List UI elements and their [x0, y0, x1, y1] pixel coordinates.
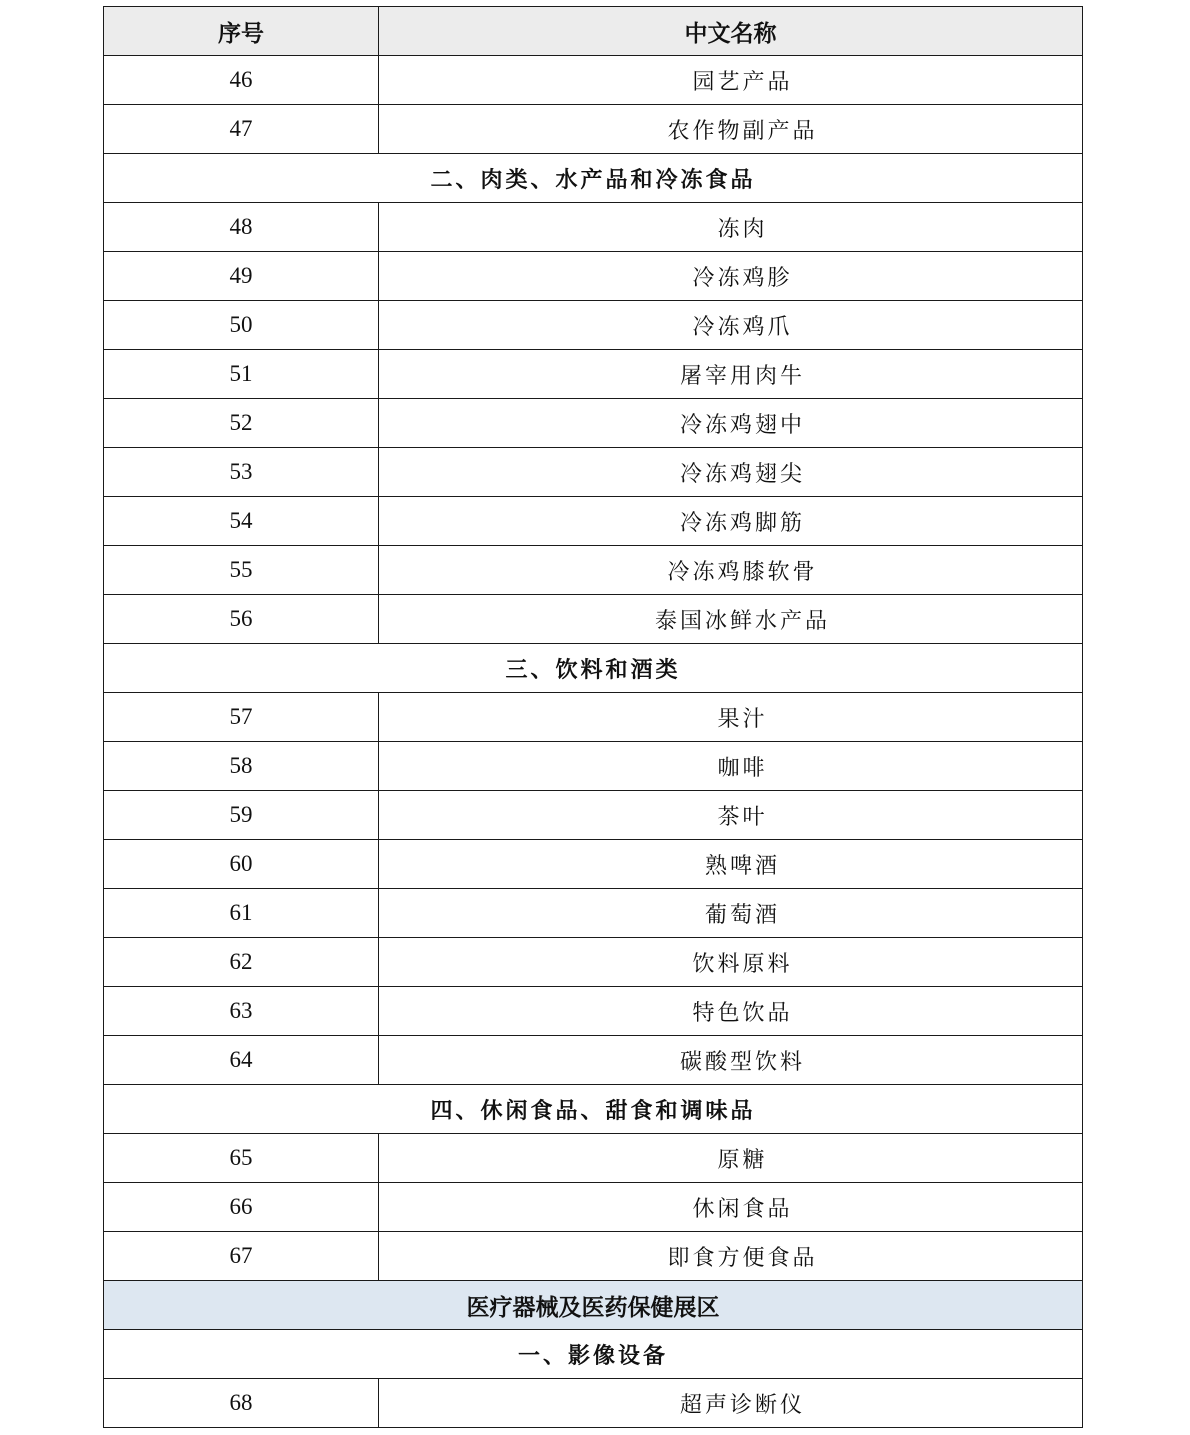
chinese-name-cell: 葡萄酒 — [379, 889, 1083, 938]
chinese-name-cell: 冷冻鸡脚筋 — [379, 497, 1083, 546]
serial-number-cell: 46 — [104, 56, 379, 105]
chinese-name-cell: 泰国冰鲜水产品 — [379, 595, 1083, 644]
serial-number-cell: 56 — [104, 595, 379, 644]
table-row — [104, 595, 1083, 644]
serial-number-cell: 55 — [104, 546, 379, 595]
chinese-name-cell: 饮料原料 — [379, 938, 1083, 987]
serial-number-cell: 65 — [104, 1134, 379, 1183]
chinese-name-cell: 特色饮品 — [379, 987, 1083, 1036]
chinese-name-cell: 冷冻鸡膝软骨 — [379, 546, 1083, 595]
serial-number-cell: 66 — [104, 1183, 379, 1232]
section-header-row — [104, 644, 1083, 693]
chinese-name-cell: 即食方便食品 — [379, 1232, 1083, 1281]
chinese-name-cell: 园艺产品 — [379, 56, 1083, 105]
table-row — [104, 938, 1083, 987]
chinese-name-cell: 原糖 — [379, 1134, 1083, 1183]
table-row — [104, 1379, 1083, 1428]
serial-number-cell: 54 — [104, 497, 379, 546]
serial-number-cell: 50 — [104, 301, 379, 350]
chinese-name-cell: 农作物副产品 — [379, 105, 1083, 154]
zone-header-row — [104, 1281, 1083, 1330]
table-row — [104, 693, 1083, 742]
table-row — [104, 1232, 1083, 1281]
table-row — [104, 203, 1083, 252]
table-row — [104, 987, 1083, 1036]
serial-number-cell: 59 — [104, 791, 379, 840]
chinese-name-cell: 冷冻鸡胗 — [379, 252, 1083, 301]
section-header-row — [104, 154, 1083, 203]
table-row — [104, 252, 1083, 301]
chinese-name-cell: 咖啡 — [379, 742, 1083, 791]
serial-number-cell: 67 — [104, 1232, 379, 1281]
table-row — [104, 448, 1083, 497]
serial-number-cell: 49 — [104, 252, 379, 301]
zone-title: 医疗器械及医药保健展区 — [104, 1281, 1083, 1330]
section-title: 一、影像设备 — [104, 1330, 1083, 1379]
table-row — [104, 546, 1083, 595]
chinese-name-cell: 冷冻鸡翅中 — [379, 399, 1083, 448]
serial-number-cell: 57 — [104, 693, 379, 742]
serial-number-cell: 68 — [104, 1379, 379, 1428]
table-row — [104, 105, 1083, 154]
chinese-name-cell: 碳酸型饮料 — [379, 1036, 1083, 1085]
section-title: 四、休闲食品、甜食和调味品 — [104, 1085, 1083, 1134]
serial-number-cell: 53 — [104, 448, 379, 497]
serial-number-cell: 48 — [104, 203, 379, 252]
header-chinese-name: 中文名称 — [379, 7, 1083, 56]
serial-number-cell: 58 — [104, 742, 379, 791]
serial-number-cell: 51 — [104, 350, 379, 399]
chinese-name-cell: 冻肉 — [379, 203, 1083, 252]
table-row — [104, 399, 1083, 448]
chinese-name-cell: 熟啤酒 — [379, 840, 1083, 889]
table-row — [104, 889, 1083, 938]
header-serial-number: 序号 — [104, 7, 379, 56]
serial-number-cell: 64 — [104, 1036, 379, 1085]
chinese-name-cell: 休闲食品 — [379, 1183, 1083, 1232]
section-header-row — [104, 1085, 1083, 1134]
section-header-row — [104, 1330, 1083, 1379]
table-row — [104, 350, 1083, 399]
table-row — [104, 301, 1083, 350]
chinese-name-cell: 冷冻鸡翅尖 — [379, 448, 1083, 497]
chinese-name-cell: 屠宰用肉牛 — [379, 350, 1083, 399]
table-row — [104, 1036, 1083, 1085]
serial-number-cell: 47 — [104, 105, 379, 154]
serial-number-cell: 61 — [104, 889, 379, 938]
chinese-name-cell: 冷冻鸡爪 — [379, 301, 1083, 350]
header-row — [104, 7, 1083, 56]
chinese-name-cell: 茶叶 — [379, 791, 1083, 840]
chinese-name-cell: 果汁 — [379, 693, 1083, 742]
table-row — [104, 1134, 1083, 1183]
exhibit-category-table — [103, 6, 1083, 1428]
serial-number-cell: 52 — [104, 399, 379, 448]
section-title: 三、饮料和酒类 — [104, 644, 1083, 693]
table-row — [104, 791, 1083, 840]
chinese-name-cell: 超声诊断仪 — [379, 1379, 1083, 1428]
section-title: 二、肉类、水产品和冷冻食品 — [104, 154, 1083, 203]
table-row — [104, 56, 1083, 105]
table-row — [104, 1183, 1083, 1232]
table-row — [104, 840, 1083, 889]
table-row — [104, 497, 1083, 546]
table-body — [104, 56, 1083, 1428]
serial-number-cell: 62 — [104, 938, 379, 987]
table-row — [104, 742, 1083, 791]
serial-number-cell: 60 — [104, 840, 379, 889]
serial-number-cell: 63 — [104, 987, 379, 1036]
